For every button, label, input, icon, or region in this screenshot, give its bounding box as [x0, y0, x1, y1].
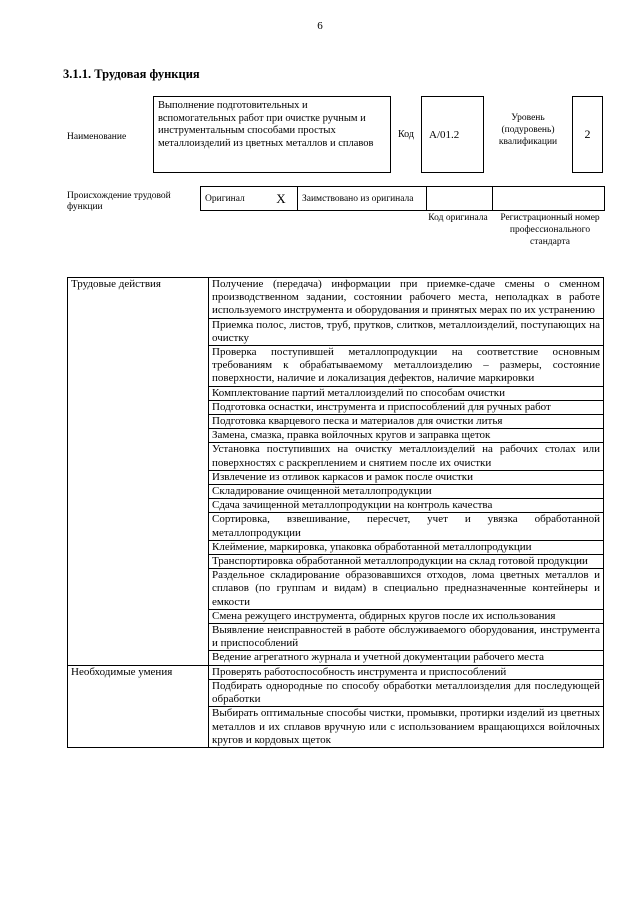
- group-label: Трудовые действия: [68, 278, 209, 666]
- list-item: Комплектование партий металлоизделий по способам очистки: [209, 386, 604, 400]
- borrowed-label: Заимствовано из оригинала: [298, 187, 427, 211]
- code-label: Код: [398, 129, 414, 140]
- original-mark: X: [265, 187, 298, 211]
- section-title: 3.1.1. Трудовая функция: [63, 67, 200, 81]
- function-name-value: Выполнение подготовительных и вспомогательных работ при очистке ручным и инструментальным способами простых металлоизделий из цветных металлов и сплавов: [158, 100, 374, 149]
- function-name-box: [153, 96, 391, 173]
- list-item: Выбирать оптимальные способы чистки, промывки, протирки изделий из цветных металлов и их сплавов вручную или с использованием вращающихся войлочных кругов и кордовых щеток: [209, 707, 604, 748]
- group-label: Необходимые умения: [68, 665, 209, 747]
- code-box: [421, 96, 484, 173]
- list-item: Замена, смазка, правка войлочных кругов и заправка щеток: [209, 429, 604, 443]
- level-value: 2: [584, 127, 591, 141]
- list-item: Получение (передача) информации при приемке-сдаче смены о сменном производственном задании, состоянии рабочего места, неполадках в работе используемого инструмента и оборудования и принятых мерах по их устранению: [209, 278, 604, 319]
- list-item: Сдача зачищенной металлопродукции на контроль качества: [209, 499, 604, 513]
- list-item: Установка поступивших на очистку металлоизделий на рабочих столах или поверхностях с раскреплением и снятием после их очистки: [209, 443, 604, 470]
- list-item: Раздельное складирование образовавшихся отходов, лома цветных металлов и сплавов (по группам и видам) в специально предназначенные контейнеры и емкости: [209, 569, 604, 610]
- name-label: Наименование: [67, 132, 127, 142]
- list-item: Транспортировка обработанной металлопродукции на склад готовой продукции: [209, 555, 604, 569]
- page-number: 6: [317, 20, 323, 32]
- code-original-label: Код оригинала: [428, 213, 488, 223]
- list-item: Приемка полос, листов, труб, прутков, слитков, металлоизделий, поступающих на очистку: [209, 318, 604, 345]
- list-item: Подготовка оснастки, инструмента и приспособлений для ручных работ: [209, 400, 604, 414]
- reg-number-label: Регистрационный номер профессионального стандарта: [500, 213, 600, 247]
- table-row: [68, 278, 604, 319]
- level-label: Уровень (подуровень) квалификации: [498, 113, 558, 147]
- list-item: Извлечение из отливок каркасов и рамок после очистки: [209, 470, 604, 484]
- list-item: Выявление неисправностей в работе обслуживаемого оборудования, инструмента и приспособлений: [209, 624, 604, 651]
- level-box: [572, 96, 603, 173]
- original-label: Оригинал: [201, 187, 266, 211]
- reg-number-cell: [493, 187, 605, 211]
- list-item: Складирование очищенной металлопродукции: [209, 485, 604, 499]
- list-item: Подбирать однородные по способу обработки металлоизделия для последующей обработки: [209, 679, 604, 706]
- function-details-table: [67, 277, 604, 748]
- origin-table: [200, 186, 605, 211]
- table-row: [68, 665, 604, 679]
- list-item: Сортировка, взвешивание, пересчет, учет и увязка обработанной металлопродукции: [209, 513, 604, 540]
- list-item: Проверять работоспособность инструмента и приспособлений: [209, 665, 604, 679]
- origin-label: Происхождение трудовой функции: [67, 191, 171, 212]
- list-item: Ведение агрегатного журнала и учетной документации рабочего места: [209, 651, 604, 665]
- code-value: A/01.2: [429, 129, 460, 141]
- list-item: Проверка поступившей металлопродукции на соответствие основным требованиям к обрабатываемому металлоизделию – размеры, состояние поверхности, наличие и локализация дефектов, наличие маркировки: [209, 346, 604, 387]
- list-item: Подготовка кварцевого песка и материалов для очистки литья: [209, 415, 604, 429]
- list-item: Клеймение, маркировка, упаковка обработанной металлопродукции: [209, 540, 604, 554]
- code-original-cell: [427, 187, 493, 211]
- list-item: Смена режущего инструмента, обдирных кругов после их использования: [209, 609, 604, 623]
